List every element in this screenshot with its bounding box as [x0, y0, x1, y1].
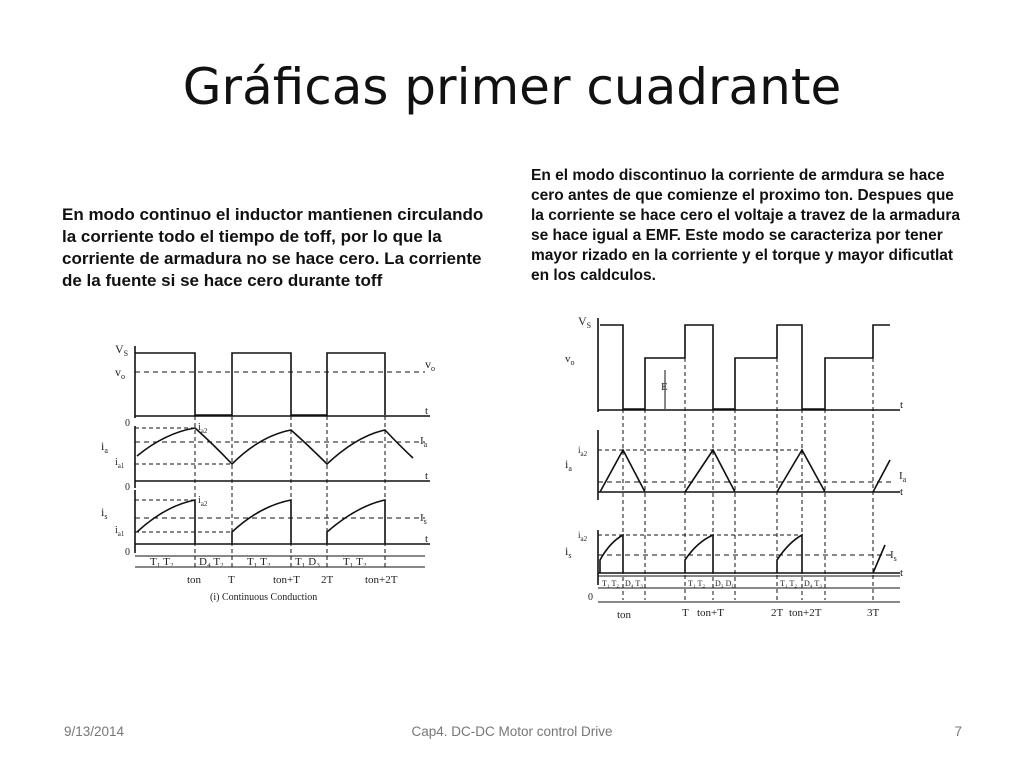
Ia-label: $I_a$ [420, 435, 428, 449]
Ia-label-r: $I_a$ [899, 470, 907, 484]
time-mark-r-2T: 2T [771, 607, 784, 619]
Is-label-r: $I_s$ [890, 549, 897, 563]
ia1-label-b: $i_{a1}$ [115, 525, 125, 538]
switch-state-2: D₄ T₂ [199, 556, 224, 568]
continuous-conduction-figure [95, 338, 445, 613]
figure-caption: (i) Continuous Conduction [210, 592, 318, 603]
ia2-label-r-b: $i_{a2}$ [578, 530, 588, 543]
t-label-r-2: t [900, 486, 904, 498]
is-label-r: $i_s$ [565, 544, 572, 560]
time-mark-r-T: T [682, 607, 689, 619]
switch-state-r-4: D₃ D₁ [715, 579, 735, 588]
t-label-1: t [425, 405, 429, 417]
is-waveform [137, 500, 385, 544]
t-label-r-1: t [900, 399, 904, 411]
time-mark-r-3T: 3T [867, 607, 880, 619]
zero-label-1: 0 [125, 418, 130, 429]
vo-label-r: $v_o$ [565, 353, 575, 367]
ia2-label-a: $i_{a2}$ [198, 422, 208, 435]
zero-label-r: 0 [588, 592, 593, 603]
time-mark-ton: ton [187, 574, 202, 586]
Is-label: $I_s$ [420, 512, 427, 526]
zero-label-3: 0 [125, 547, 130, 558]
time-mark-T: T [228, 574, 235, 586]
switch-state-5: T₁ T₂ [343, 556, 367, 568]
time-mark-2T: 2T [321, 574, 334, 586]
vs-label: $V_S$ [115, 342, 129, 358]
ia-waveform [137, 428, 413, 464]
vo-right-label: $v_o$ [425, 357, 435, 373]
switch-state-r-2: D₄ T₃ [625, 579, 644, 588]
footer-date: 9/13/2014 [64, 724, 125, 739]
switch-state-4: T₁ D₃ [295, 556, 321, 568]
time-mark-ton-2T: ton+2T [365, 574, 398, 586]
switch-state-r-6: D₄ T₃ [804, 579, 823, 588]
time-mark-ton-T: ton+T [273, 574, 300, 586]
E-label: E [661, 381, 668, 393]
zero-label-2: 0 [125, 482, 130, 493]
vs-waveform [135, 353, 385, 415]
time-mark-r-ton: ton [617, 609, 632, 621]
ia2-label-r-a: $i_{a2}$ [578, 445, 588, 458]
time-mark-r-ton-T: ton+T [697, 607, 724, 619]
continuous-conduction-diagram [95, 338, 445, 613]
footer-page-number: 7 [954, 724, 962, 739]
time-mark-r-ton-2T: ton+2T [789, 607, 822, 619]
footer-center: Cap4. DC-DC Motor control Drive [411, 724, 613, 739]
is-waveform-r [600, 535, 885, 573]
switch-state-r-3: T₁ T₂ [688, 579, 706, 588]
t-label-3: t [425, 533, 429, 545]
ia-label-r: $i_a$ [565, 457, 572, 473]
discontinuous-conduction-diagram [545, 310, 910, 630]
is-label: $i_s$ [101, 505, 108, 521]
ia2-label-b: $i_{a2}$ [198, 495, 208, 508]
slide-title: Gráficas primer cuadrante [182, 58, 842, 116]
ia-label: $i_a$ [101, 439, 108, 455]
switch-state-3: T₁ T₂ [247, 556, 271, 568]
vo-waveform-r [600, 325, 890, 409]
switch-state-r-5: T₁ T₂ [780, 579, 798, 588]
discontinuous-conduction-figure [545, 310, 910, 630]
ia-waveform-r [600, 450, 890, 492]
t-label-r-3: t [900, 567, 904, 579]
t-label-2: t [425, 470, 429, 482]
vs-label-r: $V_S$ [578, 314, 592, 330]
ia1-label-a: $i_{a1}$ [115, 457, 125, 470]
switch-state-1: T₁ T₂ [150, 556, 174, 568]
discontinuous-mode-paragraph: En el modo discontinuo la corriente de armdura se hace cero antes de que comienze el proximo ton. Despues que la corriente se hace cero el voltaje a travez de la armadura se hace igual a EMF. Este modo se caracteriza por tener mayor rizado en la corriente y el torque y mayor dificutlat en los caldculos. [531, 167, 961, 284]
continuous-mode-paragraph: En modo continuo el inductor mantienen circulando la corriente todo el tiempo de toff, por lo que la corriente de armadura no se hace cero. La corriente de la fuente si se hace cero durante toff [62, 205, 484, 290]
vo-label: $v_o$ [115, 365, 125, 381]
switch-state-r-1: T₁ T₂ [602, 579, 620, 588]
